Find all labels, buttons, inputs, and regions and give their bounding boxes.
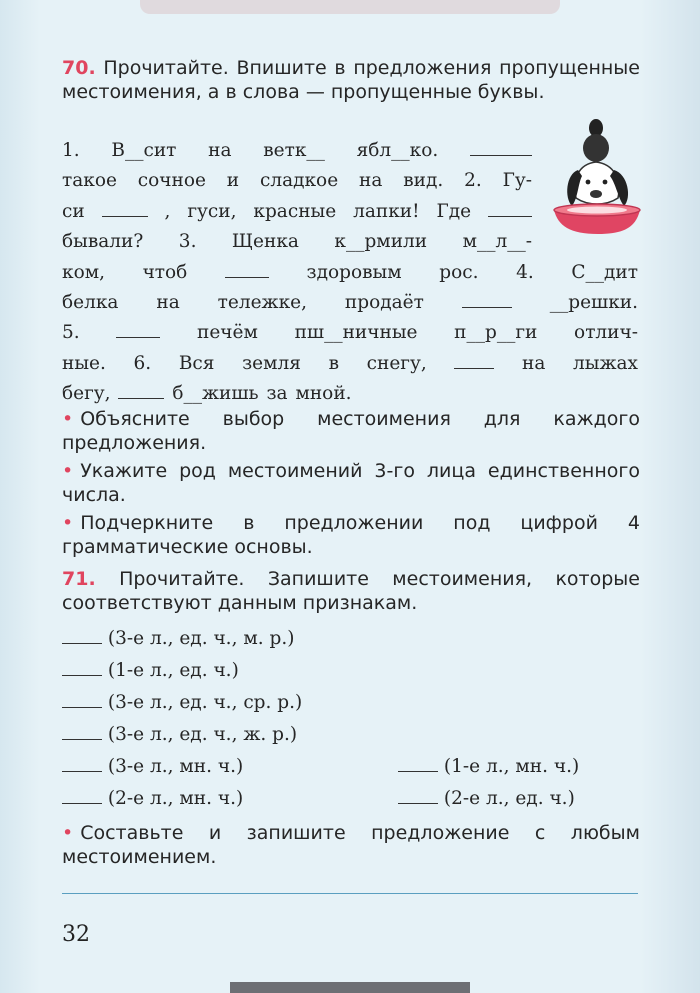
task70-exercise <box>62 136 638 410</box>
exercise-text: си <box>62 200 85 222</box>
task71-bullets <box>62 822 640 869</box>
bleed-shade <box>140 0 560 14</box>
exercise-line <box>62 166 532 196</box>
dog-eating-from-bowl-icon <box>548 114 648 244</box>
task70-bullet: • Укажите род местоимений 3-го лица единственного числа. <box>62 460 640 506</box>
divider-line <box>62 893 638 894</box>
answer-blank[interactable] <box>116 322 160 338</box>
exercise-text: такое сочное и сладкое на вид. 2. Гу- <box>62 170 532 192</box>
exercise-text: __решки. <box>549 292 638 314</box>
exercise-text: печём пш__ничные п__р__ги отлич- <box>197 322 638 344</box>
feature-item: (3-е л., ед. ч., ж. р.) <box>62 724 297 745</box>
task70-number: 70. <box>62 57 96 79</box>
exercise-text: 5. <box>62 322 80 344</box>
task70-bullets <box>62 408 640 559</box>
feature-item: (1-е л., мн. ч.) <box>398 756 579 777</box>
task70-bullet: • Объясните выбор местоимения для каждого предложения. <box>62 408 640 454</box>
exercise-line <box>62 197 532 227</box>
feature-item: (3-е л., ед. ч., м. р.) <box>62 628 294 649</box>
exercise-line <box>62 288 638 318</box>
task70-bullet: • Подчеркните в предложении под цифрой 4 грамматические основы. <box>62 512 640 558</box>
exercise-text: , гуси, красные лапки! Где <box>164 200 472 222</box>
task70-header <box>62 57 640 104</box>
exercise-text: белка на тележке, продаёт <box>62 292 424 314</box>
exercise-line <box>62 227 532 257</box>
exercise-line <box>62 136 532 166</box>
task71-number: 71. <box>62 568 96 590</box>
answer-blank[interactable] <box>462 292 512 308</box>
exercise-line <box>62 349 638 379</box>
exercise-text: бегу, <box>62 383 111 405</box>
answer-blank[interactable] <box>488 201 532 217</box>
bullet-dot-icon: • <box>62 408 74 430</box>
feature-item: (3-е л., ед. ч., ср. р.) <box>62 692 302 713</box>
exercise-text: 1. В__сит на ветк__ ябл__ко. <box>62 140 439 161</box>
answer-blank[interactable] <box>470 140 532 156</box>
bullet-dot-icon: • <box>62 512 74 534</box>
answer-blank[interactable] <box>102 201 148 217</box>
bullet-dot-icon: • <box>62 822 74 844</box>
exercise-text: ные. 6. Вся земля в снегу, <box>62 352 427 374</box>
exercise-text: бывали? 3. Щенка к__рмили м__л__- <box>62 231 532 253</box>
bullet-dot-icon: • <box>62 460 74 482</box>
feature-item: (3-е л., мн. ч.) <box>62 756 243 777</box>
feature-item: (2-е л., мн. ч.) <box>62 788 243 809</box>
exercise-text: на лыжах <box>522 352 638 374</box>
feature-item: (1-е л., ед. ч.) <box>62 660 239 681</box>
exercise-line <box>62 379 392 409</box>
task71-header <box>62 568 640 615</box>
page-number: 32 <box>62 922 90 947</box>
task71-bullet: • Составьте и запишите предложение с любым местоимением. <box>62 822 640 868</box>
exercise-text: б__жишь за мной. <box>172 383 352 405</box>
scan-edge <box>230 982 470 993</box>
answer-blank[interactable] <box>225 262 269 278</box>
answer-blank[interactable] <box>454 353 494 369</box>
task71-instruction: Прочитайте. Запишите местоимения, которые соответствуют данным признакам. <box>62 568 640 614</box>
feature-item: (2-е л., ед. ч.) <box>398 788 575 809</box>
exercise-text: ком, чтоб <box>62 261 188 283</box>
exercise-line <box>62 258 638 288</box>
task70-instruction: Прочитайте. Впишите в предложения пропущенные местоимения, а в слова — пропущенные буквы. <box>62 57 640 103</box>
exercise-line <box>62 318 638 348</box>
exercise-text: здоровым рос. 4. С__дит <box>306 261 638 283</box>
answer-blank[interactable] <box>118 383 164 399</box>
